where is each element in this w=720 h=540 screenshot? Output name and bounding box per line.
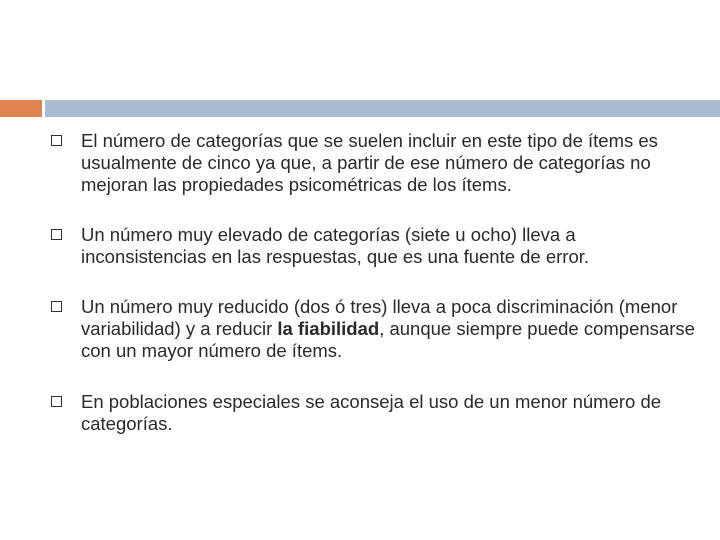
square-bullet-icon: [51, 135, 62, 146]
bullet-text: Un número muy elevado de categorías (siete u ocho) lleva a inconsistencias en las respuestas, que es una fuente de error.: [81, 224, 590, 267]
square-bullet-icon: [51, 396, 62, 407]
bullet-list: [51, 130, 701, 463]
header-accent-blue-bar: [45, 100, 720, 117]
bullet-item: [51, 130, 701, 196]
bullet-text-after: , aunque siempre puede compensarse con un mayor número de ítems.: [81, 318, 695, 361]
header-accent-orange-bar: [0, 100, 42, 117]
square-bullet-icon: [51, 301, 62, 312]
bullet-text-emphasis: la fiabilidad: [277, 318, 380, 339]
bullet-item: [51, 391, 701, 435]
bullet-text: El número de categorías que se suelen incluir en este tipo de ítems es usualmente de cinco ya que, a partir de ese número de categorías no mejoran las propiedades psicométricas de los ítems.: [81, 130, 658, 195]
bullet-item: [51, 224, 701, 268]
bullet-text: En poblaciones especiales se aconseja el uso de un menor número de categorías.: [81, 391, 662, 434]
bullet-text-before: Un número muy reducido (dos ó tres) lleva a poca discriminación (menor variabilidad) y a reducir: [81, 296, 678, 339]
square-bullet-icon: [51, 229, 62, 240]
bullet-item: [51, 296, 701, 362]
